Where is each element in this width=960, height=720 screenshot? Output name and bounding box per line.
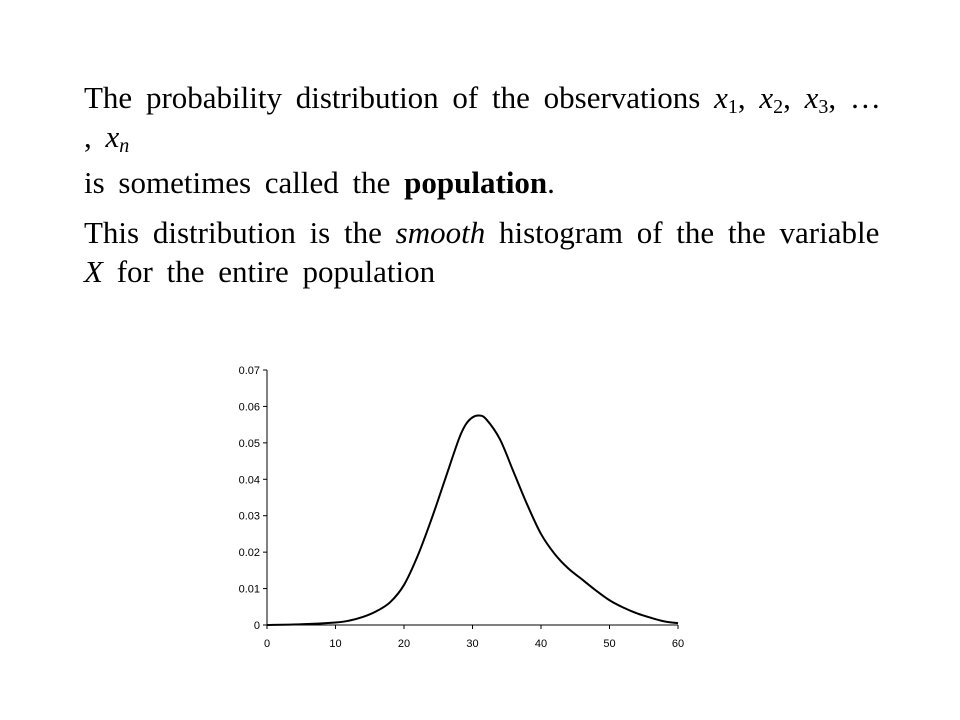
smooth-end: for the entire population [102, 254, 436, 289]
y-tick-label: 0.04 [238, 474, 260, 487]
x-tick-label: 40 [534, 638, 548, 650]
smooth-lead: This distribution is the [84, 215, 396, 250]
sub-n-letter: n [119, 135, 130, 157]
y-tick-label: 0.03 [238, 510, 260, 523]
population-lead: is sometimes called the [84, 165, 405, 200]
x-tick-label: 20 [397, 638, 411, 650]
var-x1: x [714, 80, 728, 115]
comma-1: , [737, 80, 760, 115]
population-term: population [404, 165, 548, 200]
sub-3: 3 [818, 96, 829, 118]
var-x3: x [804, 80, 819, 115]
var-xn: x [105, 119, 120, 154]
y-tick-label: 0.07 [238, 365, 260, 377]
y-tick-label: 0.02 [238, 547, 260, 560]
comma-3: , [828, 80, 850, 115]
y-tick-label: 0.05 [238, 437, 260, 450]
sub-2: 2 [773, 96, 784, 118]
x-tick-label: 30 [466, 638, 479, 650]
y-tick-label: 0.01 [238, 583, 260, 596]
x-tick-label: 10 [329, 638, 342, 650]
observations-lead: The probability distribution of the observations [84, 80, 715, 115]
x-tick-label: 50 [603, 638, 616, 650]
comma-2: , [783, 80, 805, 115]
y-tick-label: 0.06 [238, 401, 260, 414]
x-tick-label: 60 [671, 638, 685, 650]
y-tick-label: 0 [253, 620, 260, 632]
distribution-curve [267, 415, 678, 625]
sub-1: 1 [727, 96, 738, 118]
ellipsis: … , [84, 80, 881, 154]
population-period: . [547, 165, 555, 200]
var-x2: x [759, 80, 774, 115]
smooth-term: smooth [395, 215, 486, 250]
var-X: X [84, 254, 103, 289]
x-tick-label: 0 [263, 638, 271, 650]
smooth-mid: histogram of the the variable [485, 215, 880, 250]
